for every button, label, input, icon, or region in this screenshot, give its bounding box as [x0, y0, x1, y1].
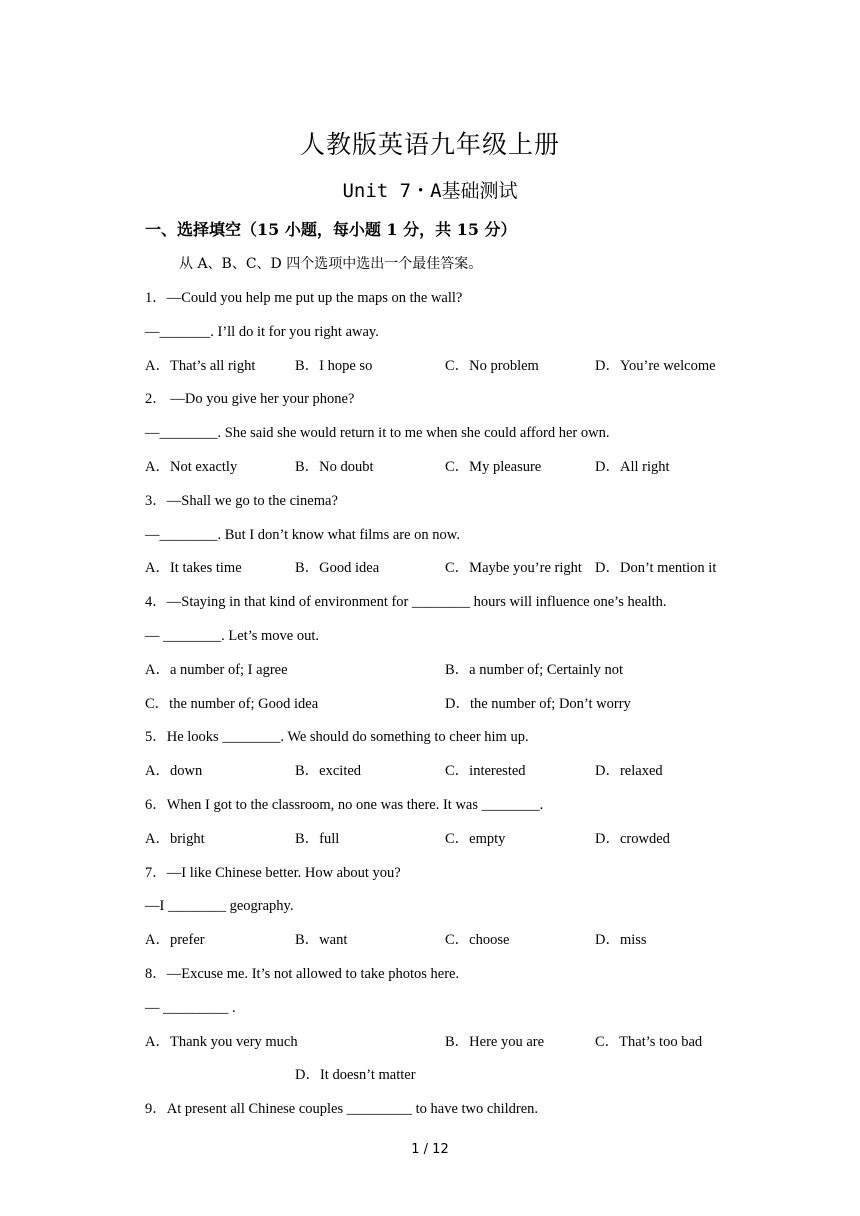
answer-option: D．You’re welcome	[595, 357, 716, 374]
question-stem: 5．He looks ________. We should do something to cheer him up.	[145, 729, 529, 746]
options-row	[145, 761, 745, 795]
question-stem: 6．When I got to the classroom, no one was there. It was ________.	[145, 796, 544, 813]
answer-option: B．excited	[295, 763, 362, 780]
question-stem: 8．—Excuse me. It’s not allowed to take photos here.	[145, 965, 460, 982]
answer-option: C．empty	[445, 830, 506, 847]
answer-option: D．miss	[595, 932, 647, 949]
answer-option: C．the number of; Good idea	[145, 695, 319, 712]
options-row	[145, 829, 745, 863]
answer-option: D．relaxed	[595, 763, 663, 780]
question-response: — _________ .	[145, 999, 236, 1016]
answer-option: C．Maybe you’re right	[445, 560, 582, 577]
options-row	[145, 694, 745, 728]
options-row	[145, 558, 745, 592]
question-stem: 1．—Could you help me put up the maps on the wall?	[145, 290, 463, 306]
answer-option: D．the number of; Don’t worry	[445, 695, 631, 712]
question-stem: 4．—Staying in that kind of environment for ________ hours will influence one’s health.	[145, 594, 667, 611]
answer-option: A．prefer	[145, 932, 205, 949]
answer-option: D．All right	[595, 458, 670, 475]
answer-option: B．Good idea	[295, 560, 380, 577]
options-row	[145, 1032, 745, 1066]
answer-option: C．That’s too bad	[595, 1033, 703, 1050]
question-stem: 7．—I like Chinese better. How about you?	[145, 864, 401, 881]
question-stem: 3．—Shall we go to the cinema?	[145, 492, 338, 509]
answer-option: A．It takes time	[145, 560, 242, 577]
answer-option: B．want	[295, 932, 348, 949]
question-stem: 2． —Do you give her your phone?	[145, 391, 355, 408]
answer-option: A．down	[145, 763, 203, 780]
answer-option: C．choose	[445, 932, 510, 949]
question-response: —_______. I’ll do it for you right away.	[145, 323, 379, 340]
question-list	[145, 288, 745, 1133]
answer-option: A．Thank you very much	[145, 1033, 298, 1050]
answer-option: C．My pleasure	[445, 458, 542, 475]
document-subtitle: Unit 7・A基础测试	[342, 180, 518, 202]
options-row	[145, 1065, 745, 1099]
question-response: —________. She said she would return it to me when she could afford her own.	[145, 425, 610, 442]
options-row	[145, 356, 745, 390]
answer-option: B．a number of; Certainly not	[445, 661, 623, 678]
answer-option: C．No problem	[445, 357, 539, 374]
answer-option: B．Here you are	[445, 1033, 545, 1050]
question-response: —I ________ geography.	[145, 898, 294, 915]
options-row	[145, 457, 745, 491]
question-response: — ________. Let’s move out.	[145, 627, 319, 644]
answer-option: A．That’s all right	[145, 357, 256, 374]
answer-option: D．It doesn’t matter	[295, 1067, 416, 1084]
answer-option: B．I hope so	[295, 357, 373, 374]
section-instructions: 从 A、B、C、D 四个选项中选出一个最佳答案。	[179, 256, 483, 272]
answer-option: B．No doubt	[295, 458, 374, 475]
answer-option: A．bright	[145, 830, 205, 847]
question-stem: 9．At present all Chinese couples _________ to have two children.	[145, 1101, 539, 1118]
section-heading: 一、选择填空（15 小题，每小题 1 分，共 15 分）	[145, 220, 517, 239]
document-title: 人教版英语九年级上册	[299, 130, 560, 159]
options-row	[145, 660, 745, 694]
answer-option: D．crowded	[595, 830, 670, 847]
answer-option: D．Don’t mention it	[595, 560, 717, 577]
question-response: —________. But I don’t know what films are on now.	[145, 526, 460, 543]
answer-option: A．Not exactly	[145, 458, 238, 475]
options-row	[145, 930, 745, 964]
page-indicator: 1 / 12	[411, 1142, 449, 1157]
answer-option: B．full	[295, 830, 340, 847]
answer-option: C．interested	[445, 763, 526, 780]
answer-option: A．a number of; I agree	[145, 661, 288, 678]
